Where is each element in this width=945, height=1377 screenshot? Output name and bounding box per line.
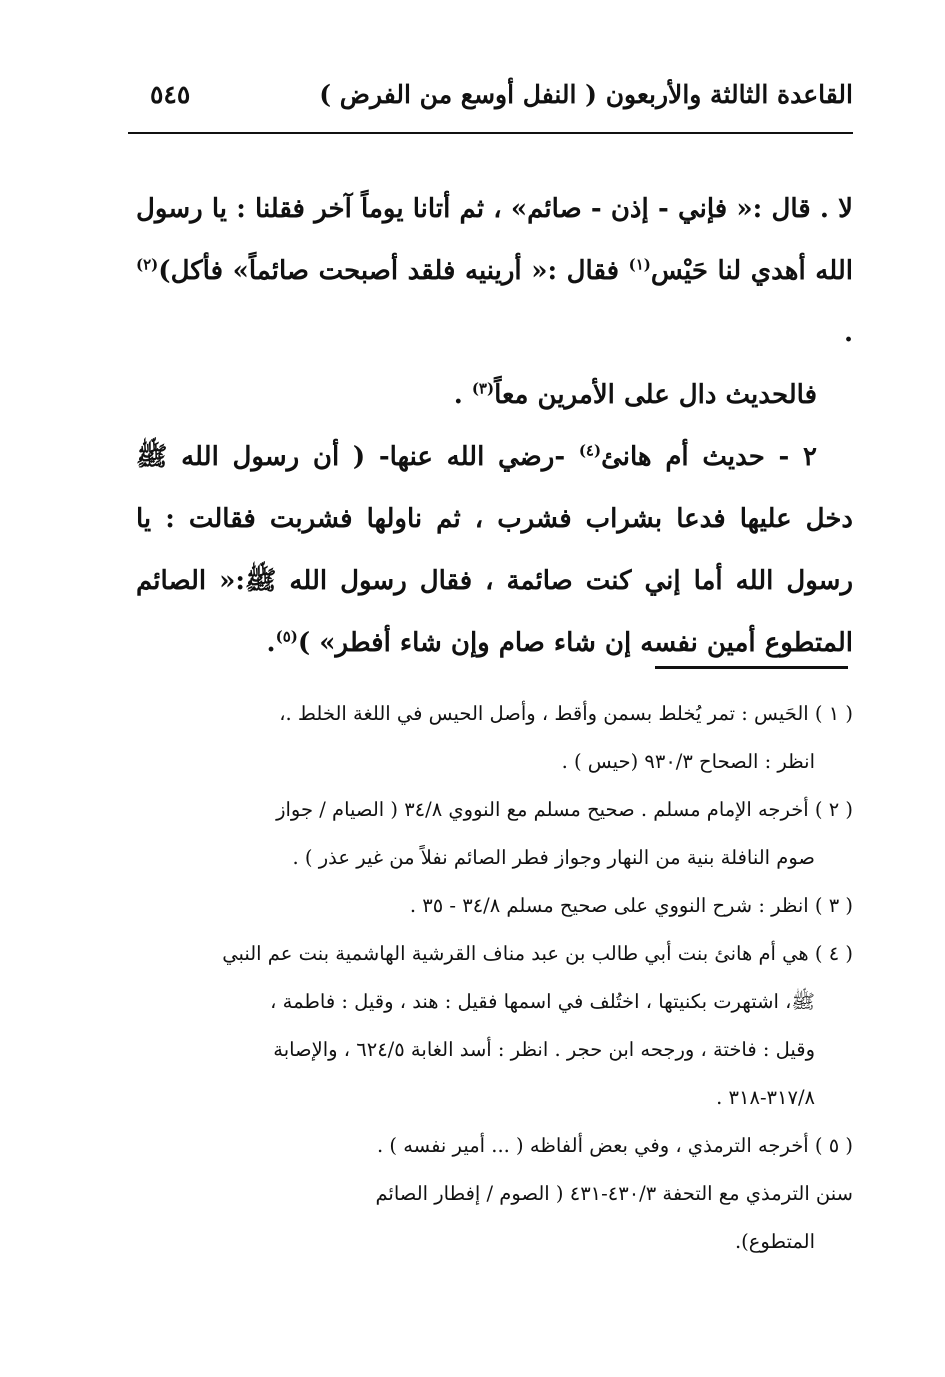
footnote-ref-1: (١) [628, 255, 651, 274]
footnote-2-line-2: صوم النافلة بنية من النهار وجواز فطر الصائم نفلاً من غير عذر ) . [292, 846, 815, 869]
paragraph-1-end: . [843, 318, 853, 348]
footnote-4-line-1: ( ٤ ) هي أم هانئ بنت أبي طالب بن عبد مناف القرشية الهاشمية بنت عم النبي [222, 942, 853, 965]
paragraph-2-end: . [453, 380, 472, 410]
running-header [130, 80, 853, 120]
paragraph-3-start: ٢ - حديث أم هانئ [601, 442, 817, 472]
main-text [136, 178, 853, 674]
footnote-separator [655, 666, 848, 669]
header-rule [128, 132, 853, 134]
footnote-1-line-1: ( ١ ) الحَيس : تمر يُخلط بسمن وأقط ، وأصل الحيس في اللغة الخلط .، [279, 702, 853, 725]
paragraph-3 [136, 426, 853, 674]
footnotes [136, 690, 853, 1266]
footnote-4-line-3: وقيل : فاختة ، ورجحه ابن حجر . انظر : أسد الغابة ٦٢٤/٥ ، والإصابة [273, 1038, 815, 1061]
paragraph-1-middle: فقال :« أرينيه فلقد أصبحت صائماً» فأكل) [158, 256, 629, 286]
paragraph-1-text: لا . قال :« فإني - إذن - صائم» ، ثم أتانا يوماً آخر فقلنا : يا رسول الله أهدي لنا حَيْس [136, 194, 853, 286]
footnote-4-line-4: ٣١٧/٨-٣١٨ . [716, 1086, 815, 1109]
paragraph-1 [136, 178, 853, 364]
footnote-ref-4: (٤) [578, 441, 602, 460]
paragraph-3-middle: -رضي الله عنها- ( أن رسول الله ﷺ دخل عليها فدعا بشراب فشرب ، ثم ناولها فشربت فقالت : يا رسول الله أما إني كنت صائمة ، فقال رسول الله ﷺ:« الصائم المتطوع أمين نفسه إن شاء صام وإن شاء أفطر» ) [136, 442, 853, 658]
footnote-4-line-2: ﷺ، اشتهرت بكنيتها ، اختُلف في اسمها فقيل : هند ، وقيل : فاطمة ، [270, 990, 815, 1013]
footnote-5-line-2: سنن الترمذي مع التحفة ٤٣٠/٣-٤٣١ ( الصوم / إفطار الصائم [375, 1182, 853, 1205]
footnote-2-line-1: ( ٢ ) أخرجه الإمام مسلم . صحيح مسلم مع النووي ٣٤/٨ ( الصيام / جواز [276, 798, 853, 821]
footnote-3-line-1: ( ٣ ) انظر : شرح النووي على صحيح مسلم ٣٤/٨ - ٣٥ . [409, 894, 853, 917]
footnote-1-line-2: انظر : الصحاح ٩٣٠/٣ (حيس ) . [561, 750, 815, 773]
paragraph-3-end: . [266, 628, 276, 658]
page-number: ٥٤٥ [150, 80, 191, 109]
paragraph-2 [136, 364, 853, 426]
chapter-title: القاعدة الثالثة والأربعون ( النفل أوسع من الفرض ) [319, 80, 853, 109]
paragraph-2-text: فالحديث دال على الأمرين معاً [494, 380, 817, 410]
footnote-ref-2: (٢) [136, 255, 159, 274]
footnote-ref-5: (٥) [275, 627, 298, 646]
footnote-5-line-3: المتطوع). [734, 1230, 815, 1253]
footnote-ref-3: (٣) [471, 379, 495, 398]
footnote-5-line-1: ( ٥ ) أخرجه الترمذي ، وفي بعض ألفاظه ( ... أمير نفسه ) . [377, 1134, 853, 1157]
